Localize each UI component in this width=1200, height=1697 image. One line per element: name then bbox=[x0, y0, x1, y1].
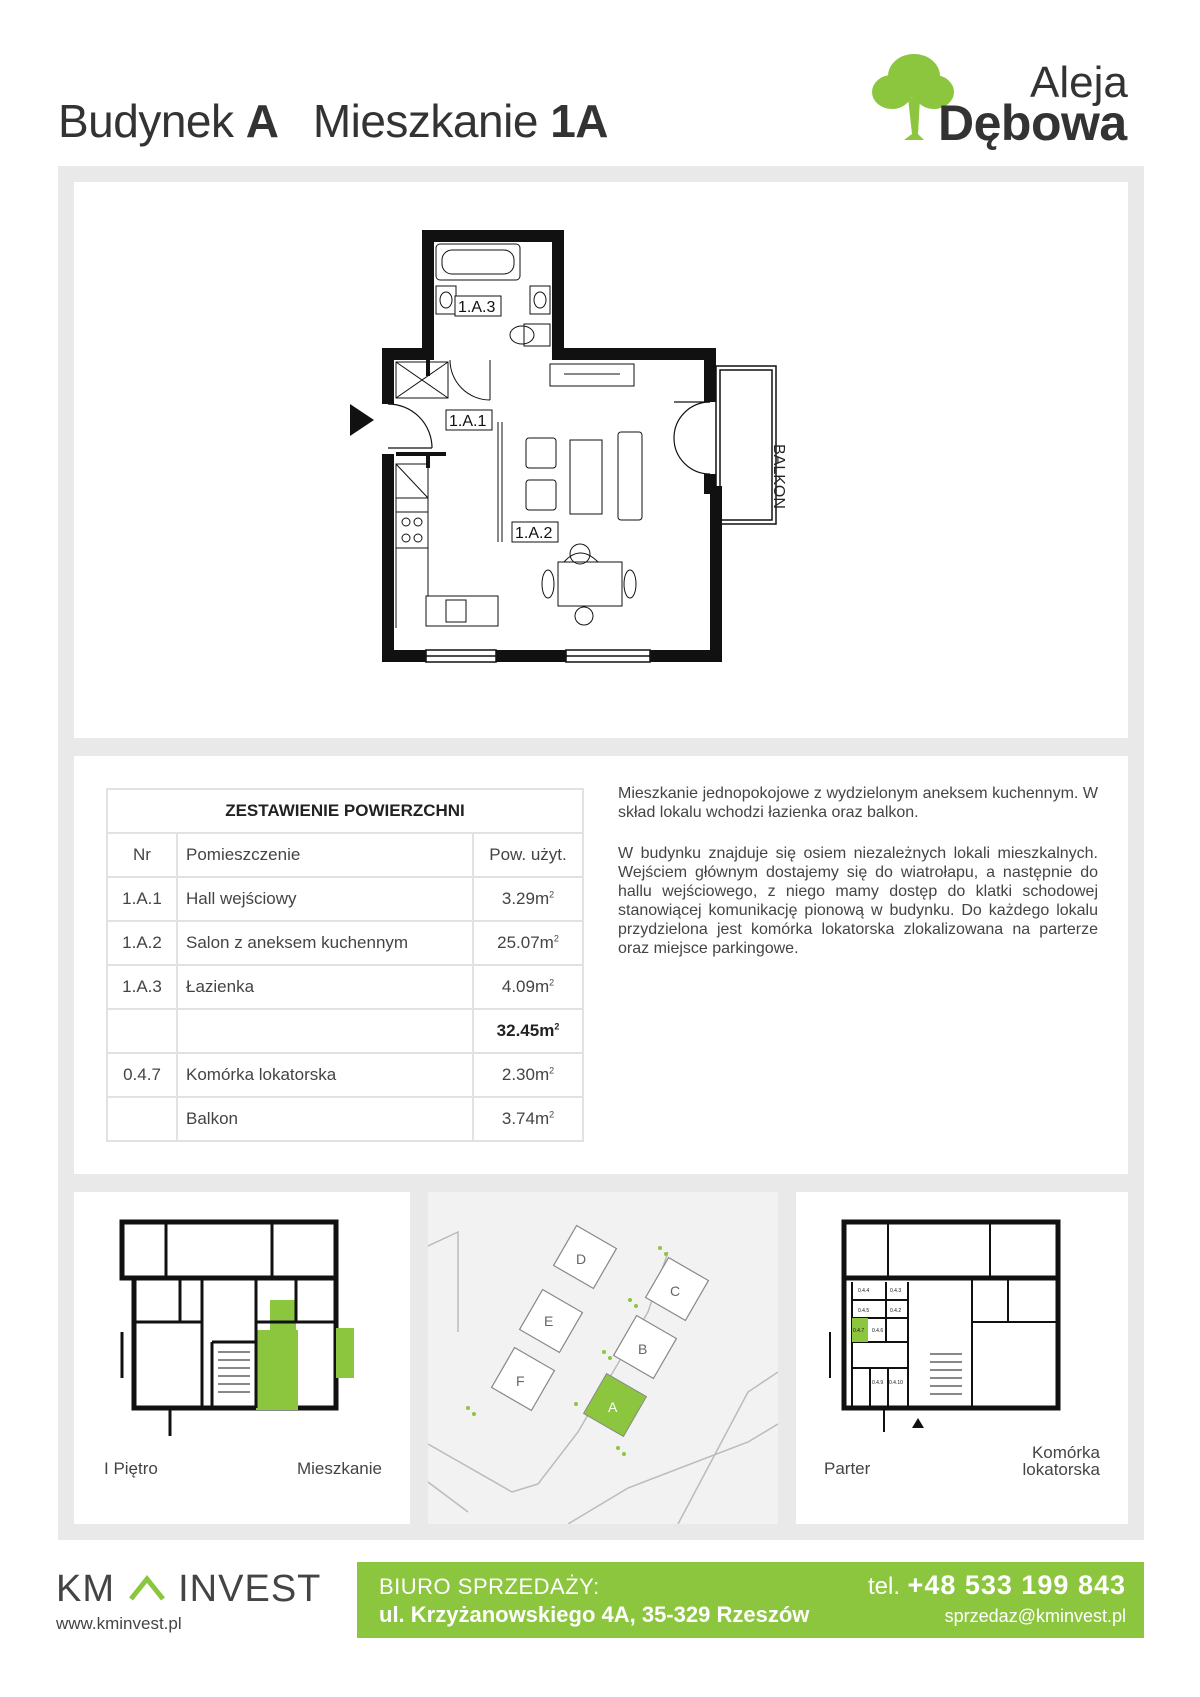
row-name: Łazienka bbox=[177, 965, 473, 1009]
row-nr: 0.4.7 bbox=[107, 1053, 177, 1097]
storage-cell-label: 0.4.9 bbox=[872, 1380, 884, 1386]
building-label: B bbox=[638, 1341, 648, 1357]
site-map-drawing bbox=[428, 1192, 778, 1524]
site-map bbox=[428, 1192, 778, 1524]
row-name: Hall wejściowy bbox=[177, 877, 473, 921]
office-address: ul. Krzyżanowskiego 4A, 35-329 Rzeszów bbox=[379, 1602, 810, 1627]
row-area: $3.29m^2$ bbox=[473, 877, 583, 921]
content-frame bbox=[58, 166, 1144, 1540]
row-area: $25.07m^2$ bbox=[473, 921, 583, 965]
info-panel bbox=[74, 756, 1128, 1174]
room-label-hall: 1.A.1 bbox=[449, 413, 487, 430]
row-name: Salon z aneksem kuchennym bbox=[177, 921, 473, 965]
company-invest: INVEST bbox=[178, 1568, 322, 1610]
row-name bbox=[177, 1009, 473, 1053]
table-row bbox=[107, 1097, 583, 1141]
table-header-nr: Nr bbox=[107, 833, 177, 877]
room-label-bathroom: 1.A.3 bbox=[458, 299, 496, 316]
company-logo bbox=[56, 1568, 321, 1611]
entrance-arrow-icon bbox=[350, 404, 374, 436]
storage-cell-label: 0.4.5 bbox=[858, 1308, 870, 1314]
building-label: E bbox=[544, 1313, 554, 1329]
row-nr bbox=[107, 1009, 177, 1053]
first-floor-plan-drawing bbox=[74, 1192, 410, 1452]
brand-logo bbox=[870, 48, 1150, 151]
table-row bbox=[107, 1053, 583, 1097]
storage-cell-label: 0.4.3 bbox=[890, 1288, 902, 1294]
entrance-arrow-icon bbox=[912, 1418, 924, 1428]
page-title bbox=[58, 94, 608, 148]
row-nr: 1.A.1 bbox=[107, 877, 177, 921]
ground-floor-plan-drawing bbox=[796, 1192, 1128, 1452]
floor-label: I Piętro bbox=[104, 1459, 158, 1478]
description-p1: Mieszkanie jednopokojowe z wydzielonym aneksem kuchennym. W skład lokalu wchodzi łazienka oraz balkon. bbox=[618, 785, 1098, 821]
row-area-total: $32.45m^2$ bbox=[473, 1009, 583, 1053]
row-name: Balkon bbox=[177, 1097, 473, 1141]
table-row bbox=[107, 921, 583, 965]
building-word: Budynek bbox=[58, 95, 234, 147]
description bbox=[618, 784, 1098, 958]
website-link[interactable]: www.kminvest.pl bbox=[56, 1614, 182, 1633]
sales-office-bar bbox=[357, 1562, 1144, 1638]
phone[interactable]: tel. +48 533 199 843 bbox=[868, 1570, 1126, 1600]
logo-line2: Dębowa bbox=[938, 95, 1127, 151]
balcony-label: BALKON bbox=[770, 444, 787, 509]
row-nr: 1.A.2 bbox=[107, 921, 177, 965]
apartment-label: Mieszkanie bbox=[296, 1459, 382, 1478]
building-label: D bbox=[576, 1251, 587, 1267]
first-floor-key-plan bbox=[74, 1192, 410, 1524]
floor-plan-panel bbox=[74, 182, 1128, 738]
email-link[interactable]: sprzedaz@kminvest.pl bbox=[944, 1606, 1126, 1626]
row-area: $2.30m^2$ bbox=[473, 1053, 583, 1097]
roof-icon bbox=[127, 1573, 167, 1601]
apartment-floor-plan bbox=[74, 182, 1128, 738]
description-p2: W budynku znajduje się osiem niezależnych lokali mieszkalnych. Wejściem głównym dostajemy się do wiatrołapu, a następnie do hallu wejściowego, z niego mamy dostęp do klatki schodowej stanowiącej komunikację pionową w budynku. Do każdego lokalu przydzielona jest komórka lokatorska zlokalizowana na parterze oraz miejsce parkingowe. bbox=[618, 845, 1098, 957]
building-label: F bbox=[516, 1373, 525, 1389]
apartment-word: Mieszkanie bbox=[312, 95, 538, 147]
building-label-selected: A bbox=[608, 1399, 618, 1415]
table-row-total bbox=[107, 1009, 583, 1053]
room-label-living: 1.A.2 bbox=[515, 525, 553, 542]
storage-cell-label: 0.4.2 bbox=[890, 1308, 902, 1314]
storage-cell-label: 0.4.10 bbox=[889, 1380, 903, 1386]
row-nr: 1.A.3 bbox=[107, 965, 177, 1009]
apartment-id: 1A bbox=[550, 95, 608, 147]
table-header-area: Pow. użyt. bbox=[473, 833, 583, 877]
table-caption: ZESTAWIENIE POWIERZCHNI bbox=[107, 789, 583, 833]
row-area: $4.09m^2$ bbox=[473, 965, 583, 1009]
ground-floor-key-plan bbox=[796, 1192, 1128, 1524]
storage-label: Komórka lokatorska bbox=[1022, 1443, 1100, 1479]
floor-label: Parter bbox=[824, 1459, 871, 1478]
row-name: Komórka lokatorska bbox=[177, 1053, 473, 1097]
company-km: KM bbox=[56, 1568, 115, 1610]
table-header-room: Pomieszczenie bbox=[177, 833, 473, 877]
table-row bbox=[107, 877, 583, 921]
building-label: C bbox=[670, 1283, 681, 1299]
office-title: BIURO SPRZEDAŻY: bbox=[379, 1574, 600, 1599]
table-row bbox=[107, 965, 583, 1009]
storage-cell-label: 0.4.6 bbox=[872, 1328, 884, 1334]
storage-cell-label-selected: 0.4.7 bbox=[853, 1328, 865, 1334]
area-table bbox=[106, 788, 584, 1142]
logo-line1: Aleja bbox=[1030, 58, 1128, 107]
building-id: A bbox=[245, 95, 279, 147]
storage-cell-label: 0.4.4 bbox=[858, 1288, 870, 1294]
row-nr bbox=[107, 1097, 177, 1141]
row-area: $3.74m^2$ bbox=[473, 1097, 583, 1141]
